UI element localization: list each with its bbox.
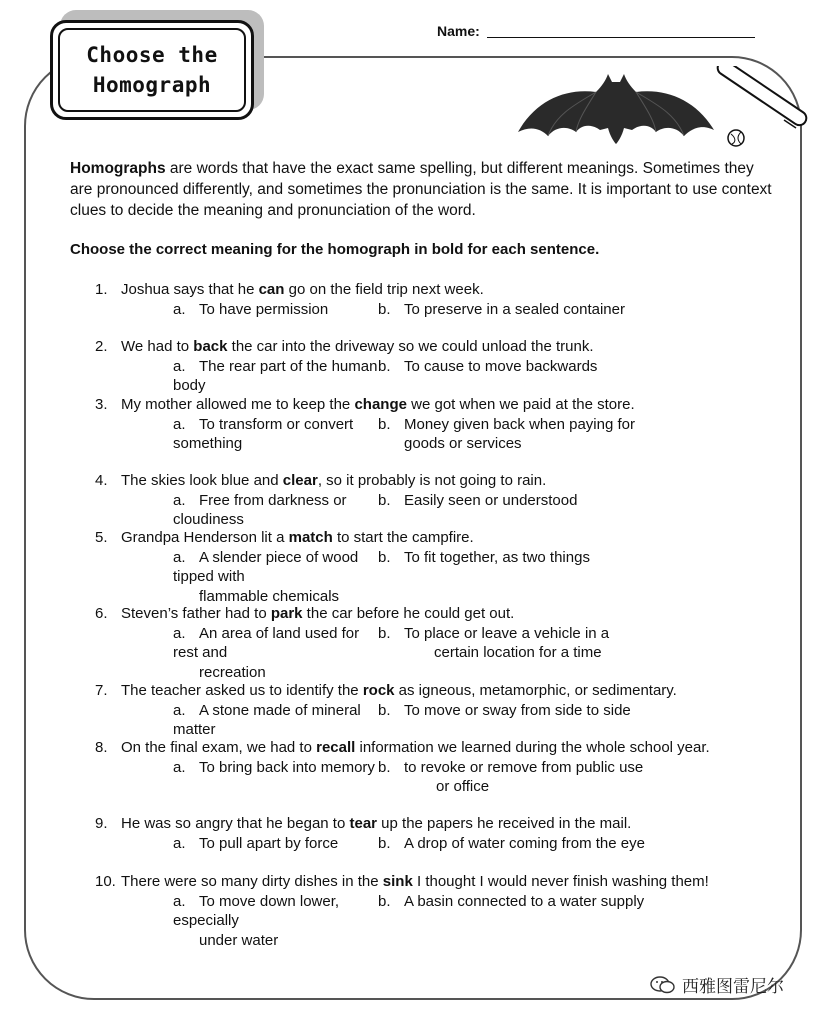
question-stem (95, 681, 795, 701)
question-number: 4. (95, 472, 108, 489)
title-box (50, 20, 254, 120)
option-b[interactable] (378, 491, 678, 530)
answer-options (95, 548, 795, 607)
question-item (95, 872, 795, 950)
bat-illustration (516, 70, 716, 146)
question-item (95, 604, 795, 682)
option-a-label: a. (173, 357, 186, 375)
homograph-word: sink (382, 873, 413, 890)
question-number: 9. (95, 815, 108, 832)
wechat-icon (650, 976, 676, 994)
option-a-label: a. (173, 701, 186, 719)
answer-options (95, 701, 795, 740)
answer-options (95, 357, 795, 396)
option-a-text: Free from darkness or cloudiness (173, 491, 347, 528)
homograph-word: match (288, 529, 333, 546)
option-a-text: An area of land used for rest and (173, 624, 360, 661)
answer-options (95, 415, 795, 454)
answer-options (95, 491, 795, 530)
option-b-text: To preserve in a sealed container (404, 300, 625, 318)
option-b[interactable] (378, 892, 678, 951)
stem-after: to start the campfire. (332, 529, 474, 546)
question-number: 6. (95, 605, 108, 622)
stem-before: My mother allowed me to keep the (121, 396, 355, 413)
name-label: Name: (437, 23, 480, 39)
question-number: 1. (95, 281, 108, 298)
question-stem (95, 738, 795, 758)
answer-options (95, 300, 795, 320)
question-stem (95, 280, 795, 300)
option-b-text: to revoke or remove from public use (404, 758, 644, 776)
title-line-2: Homograph (92, 73, 212, 97)
question-number: 10. (95, 873, 116, 890)
watermark (650, 972, 784, 997)
intro-paragraph (70, 158, 780, 221)
question-number: 2. (95, 338, 108, 355)
option-b-label: b. (378, 892, 391, 910)
stem-after: up the papers he received in the mail. (377, 815, 632, 832)
question-item (95, 395, 795, 454)
option-a-text: To bring back into memory (199, 758, 375, 776)
option-a-label: a. (173, 300, 186, 318)
stem-before: The skies look blue and (121, 472, 283, 489)
answer-options (95, 758, 795, 797)
option-b-label: b. (378, 357, 391, 375)
page-title (86, 40, 217, 100)
option-a[interactable] (95, 758, 378, 797)
option-b-text: A drop of water coming from the eye (404, 834, 645, 852)
title-line-1: Choose the (86, 43, 218, 67)
option-a-label: a. (173, 624, 186, 642)
option-b-label: b. (378, 491, 391, 509)
option-a-label: a. (173, 548, 186, 566)
intro-text: are words that have the exact same spelling, but different meanings. Sometimes they are pronounced differently, and sometimes the pronunciation is the same. It is important to use context clues to decide the meaning and pronunciation of the word. (70, 160, 772, 219)
watermark-text: 西雅图雷尼尔 (682, 977, 784, 996)
option-a-label: a. (173, 892, 186, 910)
question-stem (95, 872, 795, 892)
option-b-label: b. (378, 758, 391, 776)
question-stem (95, 337, 795, 357)
homograph-word: change (354, 396, 407, 413)
option-a[interactable] (95, 624, 378, 683)
option-b-text: To cause to move backwards (404, 357, 598, 375)
answer-options (95, 834, 795, 854)
option-a[interactable] (95, 357, 378, 396)
option-b-label: b. (378, 834, 391, 852)
option-a-text: The rear part of the human body (173, 357, 378, 394)
homograph-word: recall (316, 739, 356, 756)
option-b[interactable] (378, 548, 678, 607)
stem-before: On the final exam, we had to (121, 739, 317, 756)
option-a[interactable] (95, 892, 378, 951)
option-a[interactable] (95, 491, 378, 530)
question-number: 5. (95, 529, 108, 546)
stem-before: Steven’s father had to (121, 605, 271, 622)
option-a-text: To transform or convert something (173, 415, 354, 452)
stem-after: the car before he could get out. (302, 605, 515, 622)
option-b[interactable] (378, 834, 678, 854)
option-a[interactable] (95, 701, 378, 740)
question-item (95, 681, 795, 740)
option-b[interactable] (378, 357, 678, 396)
question-number: 3. (95, 396, 108, 413)
homograph-word: rock (362, 682, 395, 699)
option-a-text: A slender piece of wood tipped with (173, 548, 359, 585)
homograph-word: clear (282, 472, 318, 489)
option-b-label: b. (378, 701, 391, 719)
option-a-label: a. (173, 758, 186, 776)
question-stem (95, 395, 795, 415)
option-b-text-cont: goods or services (404, 435, 522, 452)
option-b-label: b. (378, 624, 391, 642)
option-b[interactable] (378, 758, 678, 797)
option-b-text: Money given back when paying for (404, 415, 635, 433)
option-a-label: a. (173, 834, 186, 852)
name-field-line[interactable] (487, 37, 755, 38)
homograph-word: can (258, 281, 285, 298)
question-stem (95, 471, 795, 491)
option-b-text-cont: or office (436, 778, 490, 795)
stem-before: There were so many dirty dishes in the (121, 873, 383, 890)
option-a-text: To pull apart by force (199, 834, 339, 852)
option-a-text: To move down lower, especially (173, 892, 340, 929)
stem-after: go on the field trip next week. (284, 281, 484, 298)
stem-before: We had to (121, 338, 194, 355)
stem-before: The teacher asked us to identify the (121, 682, 363, 699)
option-b-text: A basin connected to a water supply (404, 892, 645, 910)
option-a-text-cont: flammable chemicals (199, 587, 340, 605)
question-item (95, 738, 795, 797)
baseball-bat-icon (706, 66, 818, 156)
question-number: 7. (95, 682, 108, 699)
question-item (95, 280, 795, 319)
stem-after: information we learned during the whole school year. (355, 739, 710, 756)
option-b-label: b. (378, 548, 391, 566)
stem-after: the car into the driveway so we could unload the trunk. (227, 338, 594, 355)
question-item (95, 528, 795, 606)
option-b[interactable] (378, 415, 678, 454)
option-b-label: b. (378, 300, 391, 318)
question-item (95, 814, 795, 853)
option-b[interactable] (378, 300, 678, 320)
instruction-text: Choose the correct meaning for the homograph in bold for each sentence. (70, 241, 600, 258)
question-item (95, 337, 795, 396)
option-a[interactable] (95, 548, 378, 607)
question-stem (95, 814, 795, 834)
title-inner-border (58, 28, 246, 112)
intro-term: Homographs (70, 160, 166, 177)
homograph-word: park (270, 605, 303, 622)
answer-options (95, 624, 795, 683)
question-number: 8. (95, 739, 108, 756)
option-a-text-cont: recreation (199, 663, 266, 681)
option-a-text: A stone made of mineral matter (173, 701, 361, 738)
option-a[interactable] (95, 415, 378, 454)
option-b[interactable] (378, 701, 678, 740)
stem-before: He was so angry that he began to (121, 815, 350, 832)
option-b-text: Easily seen or understood (404, 491, 578, 509)
option-a[interactable] (95, 300, 378, 320)
option-b-text: To fit together, as two things (404, 548, 590, 566)
stem-after: we got when we paid at the store. (406, 396, 635, 413)
stem-before: Grandpa Henderson lit a (121, 529, 289, 546)
option-a-label: a. (173, 491, 186, 509)
question-stem (95, 528, 795, 548)
option-b-text-cont: certain location for a time (434, 644, 602, 661)
homograph-word: tear (349, 815, 378, 832)
stem-after: , so it probably is not going to rain. (317, 472, 547, 489)
option-b-text: To place or leave a vehicle in a (404, 624, 610, 642)
homograph-word: back (193, 338, 228, 355)
stem-before: Joshua says that he (121, 281, 259, 298)
option-b-label: b. (378, 415, 391, 433)
option-a-text-cont: under water (199, 931, 279, 949)
option-a-label: a. (173, 415, 186, 433)
answer-options (95, 892, 795, 951)
option-a[interactable] (95, 834, 378, 854)
option-b[interactable] (378, 624, 678, 683)
question-item (95, 471, 795, 530)
question-stem (95, 604, 795, 624)
stem-after: as igneous, metamorphic, or sedimentary. (394, 682, 677, 699)
stem-after: I thought I would never finish washing them! (412, 873, 709, 890)
option-a-text: To have permission (199, 300, 329, 318)
option-b-text: To move or sway from side to side (404, 701, 631, 719)
